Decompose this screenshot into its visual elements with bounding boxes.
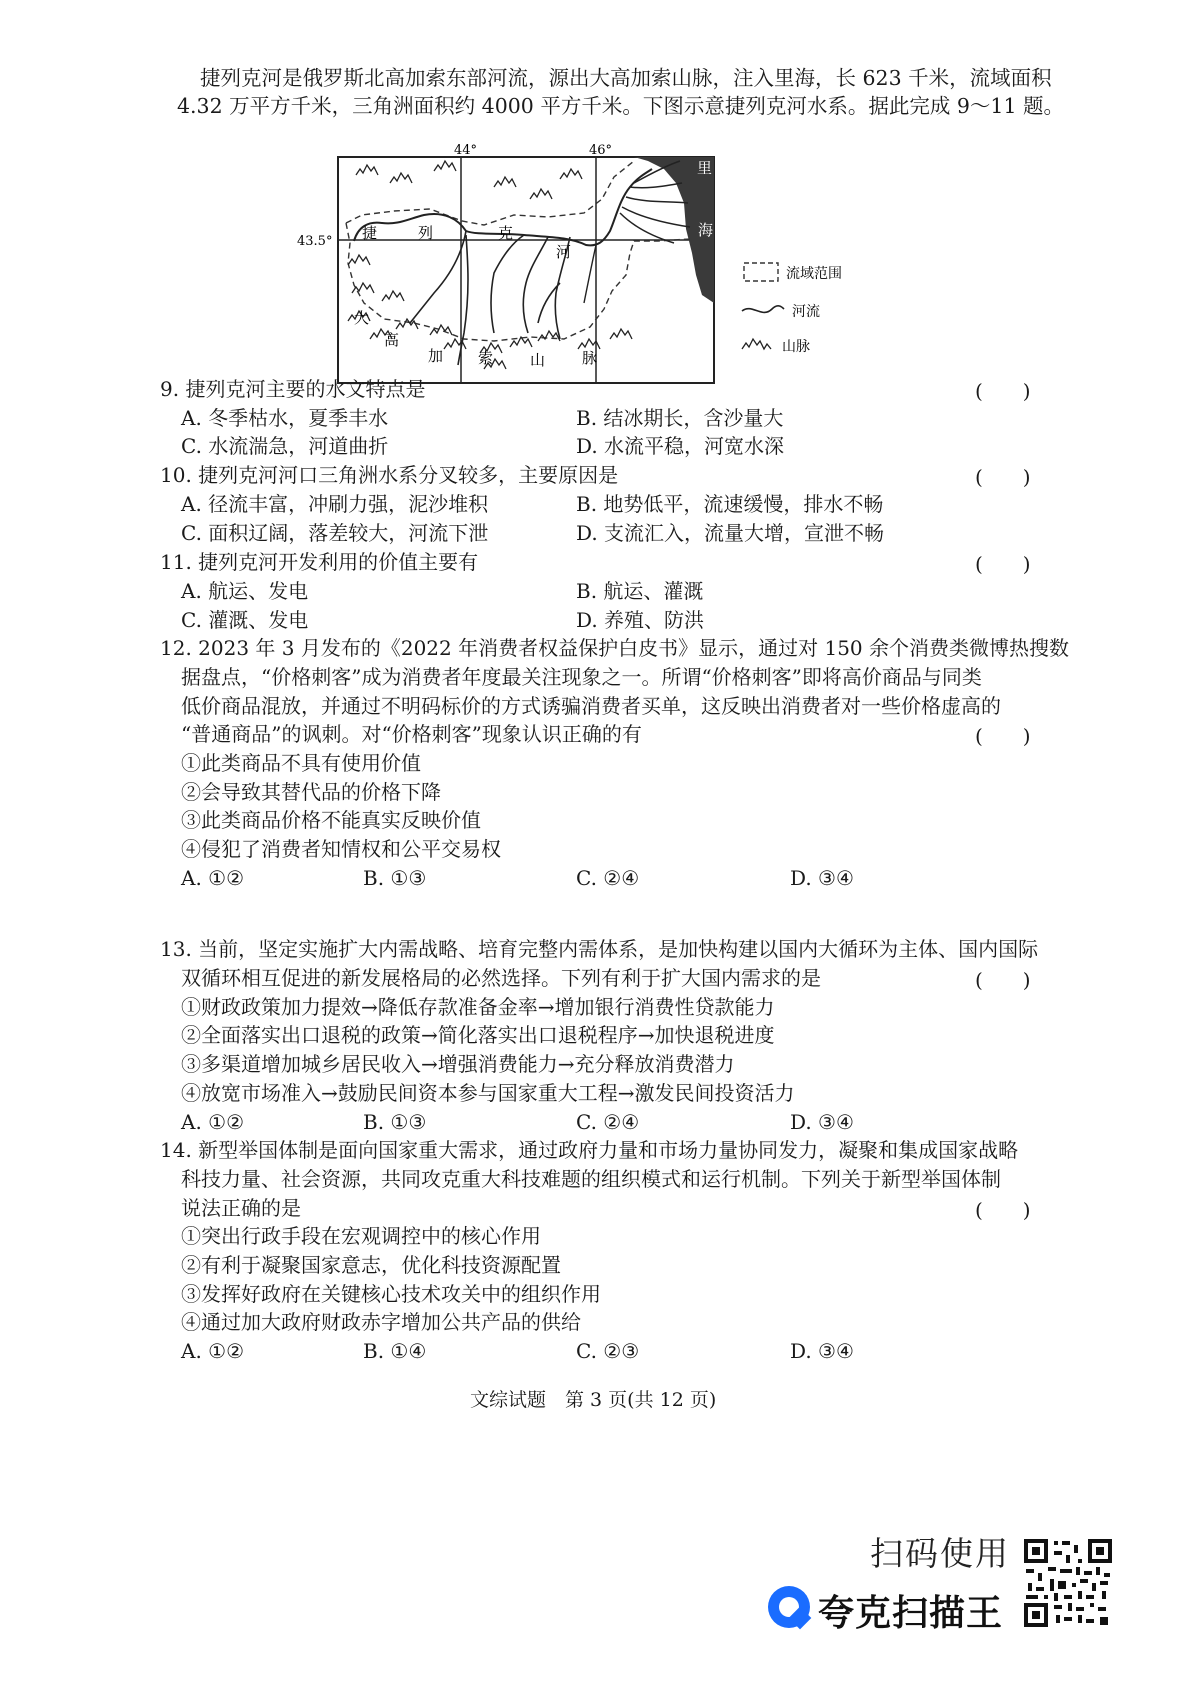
- range-label-3: 加: [428, 347, 444, 365]
- q13-option-c: C. ②④: [576, 1110, 640, 1134]
- q10-option-b: B. 地势低平，流速缓慢，排水不畅: [576, 492, 884, 516]
- tributary-3: [491, 235, 524, 333]
- q10-answer-paren: ( ): [975, 465, 1031, 489]
- q12-item-4: ④侵犯了消费者知情权和公平交易权: [181, 837, 501, 861]
- q9-option-b: B. 结冰期长，含沙量大: [576, 406, 784, 430]
- brand-logo-icon: [768, 1586, 810, 1628]
- intro-line-2: 4.32 万平方千米，三角洲面积约 4000 平方千米。下图示意捷列克河水系。据此完成 9～11 题。: [177, 94, 1065, 118]
- q14-stem-line-1: 14. 新型举国体制是面向国家重大需求，通过政府力量和市场力量协同发力，凝聚和集成国家战略: [160, 1138, 1019, 1162]
- q12-item-2: ②会导致其替代品的价格下降: [181, 780, 441, 804]
- range-label-2: 高: [384, 331, 400, 349]
- q14-option-a: A. ①②: [181, 1339, 245, 1363]
- q13-stem-line-1: 13. 当前，坚定实施扩大内需战略、培育完整内需体系，是加快构建以国内大循环为主体、国内国际: [160, 937, 1039, 961]
- river-label-3: 克: [498, 224, 514, 242]
- tributary-1: [410, 231, 466, 323]
- q11-option-b: B. 航运、灌溉: [576, 579, 704, 603]
- q14-stem-line-2: 科技力量、社会资源，共同攻克重大科技难题的组织模式和运行机制。下列关于新型举国体制: [181, 1167, 1001, 1191]
- q11-stem: 11. 捷列克河开发利用的价值主要有: [160, 550, 479, 574]
- q13-stem-line-2: 双循环相互促进的新发展格局的必然选择。下列有利于扩大国内需求的是: [181, 966, 821, 990]
- q9-answer-paren: ( ): [975, 379, 1031, 403]
- q12-option-c: C. ②④: [576, 866, 640, 890]
- tributary-6: [584, 245, 596, 303]
- q12-answer-paren: ( ): [975, 724, 1031, 748]
- q12-stem-line-3: 低价商品混放，并通过不明码标价的方式诱骗消费者买单，这反映出消费者对一些价格虚高的: [181, 694, 1001, 718]
- lon-label-44: 44°: [454, 143, 478, 158]
- q12-item-3: ③此类商品价格不能真实反映价值: [181, 808, 481, 832]
- q14-item-3: ③发挥好政府在关键核心技术攻关中的组织作用: [181, 1282, 601, 1306]
- range-label-6: 脉: [582, 349, 598, 367]
- q12-option-b: B. ①③: [363, 866, 427, 890]
- river-label-2: 列: [418, 224, 434, 242]
- q12-option-a: A. ①②: [181, 866, 245, 890]
- q12-stem-line-1: 12. 2023 年 3 月发布的《2022 年消费者权益保护白皮书》显示，通过对 150 余个消费类微博热搜数: [160, 636, 1070, 660]
- legend-river-label: 河流: [792, 304, 820, 320]
- lon-label-46: 46°: [589, 143, 613, 158]
- q10-option-a: A. 径流丰富，冲刷力强，泥沙堆积: [181, 492, 489, 516]
- q14-item-2: ②有利于凝聚国家意志，优化科技资源配置: [181, 1253, 561, 1277]
- page-footer: 文综试题 第 3 页(共 12 页): [470, 1389, 717, 1411]
- q13-option-b: B. ①③: [363, 1110, 427, 1134]
- legend-river-symbol: [742, 306, 784, 313]
- q14-stem-line-3: 说法正确的是: [181, 1196, 301, 1220]
- range-label-4: 索: [478, 349, 494, 367]
- intro-line-1: 捷列克河是俄罗斯北高加索东部河流，源出大高加索山脉，注入里海，长 623 千米，流域面积: [200, 66, 1052, 90]
- legend-mountain-label: 山脉: [782, 339, 810, 355]
- q12-option-d: D. ③④: [790, 866, 854, 890]
- qr-code-icon[interactable]: [1022, 1537, 1114, 1629]
- q13-answer-paren: ( ): [975, 968, 1031, 992]
- tributary-4: [523, 237, 548, 333]
- q12-stem-line-2: 据盘点，“价格刺客”成为消费者年度最关注现象之一。所谓“价格刺客”即将高价商品与同类: [181, 665, 982, 689]
- lat-label: 43.5°: [297, 234, 333, 249]
- q10-stem: 10. 捷列克河河口三角洲水系分叉较多，主要原因是: [160, 463, 619, 487]
- legend-basin-symbol: [744, 263, 778, 281]
- q12-stem-line-4: “普通商品”的讽刺。对“价格刺客”现象认识正确的有: [181, 722, 642, 746]
- river-label-1: 捷: [362, 224, 378, 242]
- q13-item-1: ①财政政策加力提效→降低存款准备金率→增加银行消费性贷款能力: [181, 995, 775, 1019]
- q11-option-d: D. 养殖、防洪: [576, 608, 705, 632]
- q14-item-4: ④通过加大政府财政赤字增加公共产品的供给: [181, 1310, 581, 1334]
- sea-label-1: 里: [697, 159, 713, 177]
- q9-option-d: D. 水流平稳，河宽水深: [576, 434, 785, 458]
- q13-item-4: ④放宽市场准入→鼓励民间资本参与国家重大工程→激发民间投资活力: [181, 1081, 795, 1105]
- q14-option-d: D. ③④: [790, 1339, 854, 1363]
- q13-option-a: A. ①②: [181, 1110, 245, 1134]
- q13-item-3: ③多渠道增加城乡居民收入→增强消费能力→充分释放消费潜力: [181, 1052, 735, 1076]
- legend-basin-label: 流域范围: [786, 266, 842, 282]
- terek-river-map: [297, 143, 870, 389]
- q9-stem: 9. 捷列克河主要的水文特点是: [160, 377, 426, 401]
- q9-option-c: C. 水流湍急，河道曲折: [181, 434, 389, 458]
- q11-option-a: A. 航运、发电: [181, 579, 309, 603]
- q14-answer-paren: ( ): [975, 1198, 1031, 1222]
- q12-item-1: ①此类商品不具有使用价值: [181, 751, 421, 775]
- legend-mountain-symbol: [742, 339, 771, 349]
- river-label-4: 河: [556, 243, 572, 261]
- q14-item-1: ①突出行政手段在宏观调控中的核心作用: [181, 1224, 541, 1248]
- q13-item-2: ②全面落实出口退税的政策→简化落实出口退税程序→加快退税进度: [181, 1023, 775, 1047]
- q9-option-a: A. 冬季枯水，夏季丰水: [181, 406, 389, 430]
- q10-option-d: D. 支流汇入，流量大增，宣泄不畅: [576, 521, 885, 545]
- q13-option-d: D. ③④: [790, 1110, 854, 1134]
- range-label-1: 大: [354, 309, 370, 327]
- q14-option-b: B. ①④: [363, 1339, 427, 1363]
- scan-badge-text: 扫码使用: [870, 1534, 1010, 1573]
- q14-option-c: C. ②③: [576, 1339, 640, 1363]
- q10-option-c: C. 面积辽阔，落差较大，河流下泄: [181, 521, 489, 545]
- sea-label-2: 海: [698, 221, 714, 239]
- range-label-5: 山: [530, 351, 546, 369]
- q11-answer-paren: ( ): [975, 552, 1031, 576]
- q11-option-c: C. 灌溉、发电: [181, 608, 309, 632]
- brand-name: 夸克扫描王: [818, 1593, 1004, 1634]
